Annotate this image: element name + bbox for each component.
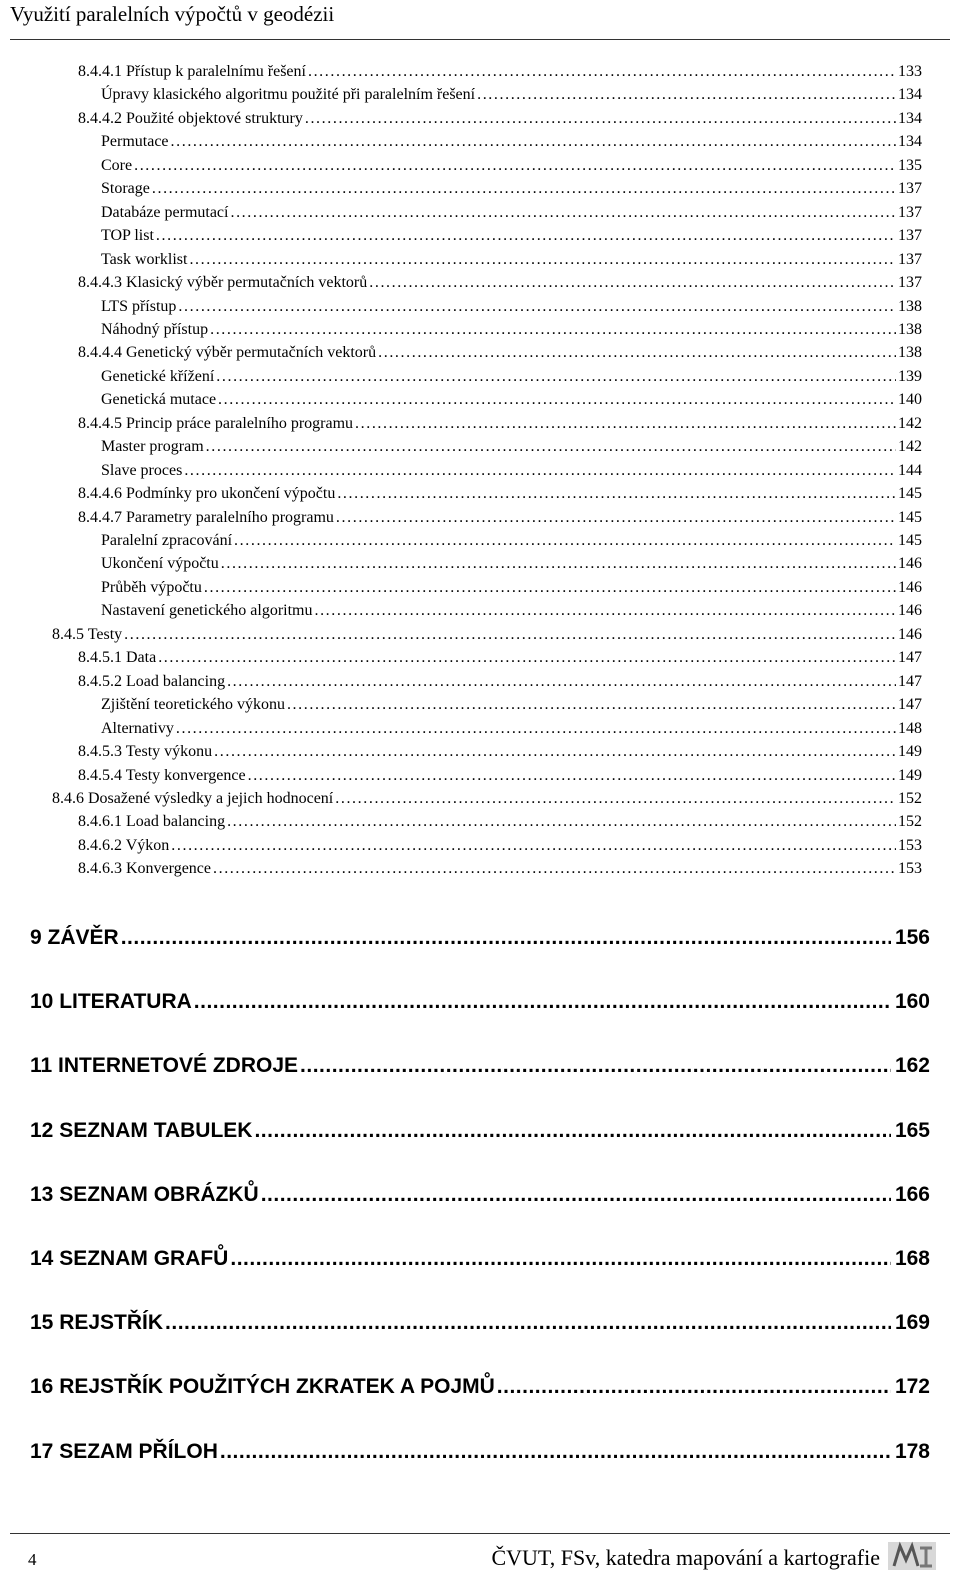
toc-entry-page: 153 xyxy=(898,860,922,878)
chapter-entry[interactable] xyxy=(30,1245,930,1273)
dot-leader xyxy=(156,226,896,246)
toc-entry-page: 153 xyxy=(898,836,922,854)
toc-entry-title: 8.4.6 Dosažené výsledky a jejich hodnocení xyxy=(52,789,334,807)
toc-entry-page: 145 xyxy=(898,508,922,526)
page-header xyxy=(0,0,960,42)
chapter-title: 17 SEZAM PŘÍLOH xyxy=(30,1439,218,1463)
dot-leader xyxy=(124,625,896,645)
toc-entry-title: 8.4.5.1 Data xyxy=(78,649,157,667)
dot-leader xyxy=(134,156,896,176)
chapter-page: 162 xyxy=(894,1054,930,1078)
dot-leader xyxy=(287,695,896,715)
toc-entry-page: 140 xyxy=(898,391,922,409)
toc-entry[interactable] xyxy=(101,437,922,457)
toc-entry-page: 146 xyxy=(898,555,922,573)
toc-entry[interactable] xyxy=(101,320,922,340)
dot-leader xyxy=(165,1309,891,1337)
toc-entry-page: 134 xyxy=(898,109,922,127)
dot-leader xyxy=(121,924,891,952)
toc-entry-page: 142 xyxy=(898,438,922,456)
chapter-page: 172 xyxy=(894,1375,930,1399)
dot-leader xyxy=(176,719,896,739)
toc-entry[interactable] xyxy=(78,109,922,129)
chapter-title: 11 INTERNETOVÉ ZDROJE xyxy=(30,1054,299,1078)
chapter-entry[interactable] xyxy=(30,988,930,1016)
toc-entry-title: Nastavení genetického algoritmu xyxy=(101,602,313,620)
faculty-logo-icon xyxy=(886,1538,938,1574)
chapter-page: 160 xyxy=(894,990,930,1014)
chapter-title: 9 ZÁVĚR xyxy=(30,926,119,949)
dot-leader xyxy=(220,1438,891,1466)
chapter-entry[interactable] xyxy=(30,1052,930,1080)
toc-entry-title: Genetické křížení xyxy=(101,367,215,385)
dot-leader xyxy=(305,109,896,129)
toc-entry-page: 142 xyxy=(898,414,922,432)
toc-entry-page: 147 xyxy=(898,649,922,667)
toc-entry-title: 8.4.5 Testy xyxy=(52,625,123,643)
toc-entry-page: 147 xyxy=(898,696,922,714)
toc-entry-title: Úpravy klasického algoritmu použité při paralelním řešení xyxy=(101,86,476,104)
toc-entry[interactable] xyxy=(101,461,922,481)
dot-leader xyxy=(213,859,896,879)
chapter-title: 15 REJSTŘÍK xyxy=(30,1311,164,1335)
toc-entry[interactable] xyxy=(78,648,922,668)
footer-rule xyxy=(10,1533,950,1534)
dot-leader xyxy=(308,62,896,82)
chapter-page: 156 xyxy=(894,926,930,949)
chapter-page: 178 xyxy=(894,1439,930,1463)
toc-entry[interactable] xyxy=(78,62,922,82)
toc-entry-page: 144 xyxy=(898,461,922,479)
toc-entry[interactable] xyxy=(78,672,922,692)
toc-entry-title: Genetická mutace xyxy=(101,391,217,409)
chapter-title: 10 LITERATURA xyxy=(30,990,192,1014)
dot-leader xyxy=(254,1117,890,1145)
toc-entry-page: 152 xyxy=(898,789,922,807)
toc-entry-page: 146 xyxy=(898,578,922,596)
dot-leader xyxy=(355,414,896,434)
toc-entry-title: Task worklist xyxy=(101,250,188,268)
dot-leader xyxy=(497,1373,891,1401)
toc-entry-title: Paralelní zpracování xyxy=(101,532,233,549)
chapter-page: 168 xyxy=(894,1247,930,1270)
dot-leader xyxy=(218,390,896,410)
toc-entry-title: Databáze permutací xyxy=(101,203,229,221)
toc-entry-title: Zjištění teoretického výkonu xyxy=(101,696,285,714)
toc-entry-title: 8.4.4.4 Genetický výběr permutačních vektorů xyxy=(78,344,377,362)
header-rule xyxy=(10,39,950,40)
toc-entry-title: Storage xyxy=(101,180,150,198)
toc-entry-title: 8.4.6.1 Load balancing xyxy=(78,813,226,831)
toc-entry[interactable] xyxy=(52,789,922,809)
dot-leader xyxy=(216,367,896,387)
toc-entry[interactable] xyxy=(78,414,922,434)
dot-leader xyxy=(184,461,896,481)
toc-entry-title: 8.4.5.2 Load balancing xyxy=(78,672,226,690)
dot-leader xyxy=(194,988,891,1016)
dot-leader xyxy=(221,554,896,574)
dot-leader xyxy=(336,508,896,528)
toc-entry-page: 149 xyxy=(898,743,922,761)
toc-entry[interactable] xyxy=(101,226,922,246)
dot-leader xyxy=(227,812,896,832)
toc-entry-page: 145 xyxy=(898,485,922,503)
toc-entry[interactable] xyxy=(101,531,922,551)
toc-entry-title: TOP list xyxy=(101,227,154,245)
toc-entry-page: 149 xyxy=(898,766,922,784)
toc-entry-page: 133 xyxy=(898,63,922,80)
toc-entry[interactable] xyxy=(101,578,922,598)
chapter-entry[interactable] xyxy=(30,1117,930,1145)
toc-entry-page: 152 xyxy=(898,813,922,831)
toc-entry[interactable] xyxy=(101,601,922,621)
dot-leader xyxy=(477,85,896,105)
dot-leader xyxy=(178,297,896,317)
toc-entry-page: 146 xyxy=(898,625,922,643)
toc-entry-title: 8.4.6.2 Výkon xyxy=(78,836,170,854)
toc-entry-title: Průběh výpočtu xyxy=(101,578,202,596)
toc-entry[interactable] xyxy=(101,179,922,199)
dot-leader xyxy=(369,273,896,293)
chapter-title: 13 SEZNAM OBRÁZKŮ xyxy=(30,1182,259,1206)
dot-leader xyxy=(152,179,896,199)
toc-entry-page: 148 xyxy=(898,719,922,737)
chapter-title: 16 REJSTŘÍK POUŽITÝCH ZKRATEK A POJMŮ xyxy=(30,1375,495,1399)
chapter-page: 169 xyxy=(894,1311,930,1335)
toc-entry-title: 8.4.5.4 Testy konvergence xyxy=(78,766,246,784)
toc-entry-title: Alternativy xyxy=(101,719,174,737)
dot-leader xyxy=(227,672,896,692)
toc-entry-title: 8.4.5.3 Testy výkonu xyxy=(78,743,213,761)
toc-entry-title: Slave proces xyxy=(101,461,183,479)
toc-entry[interactable] xyxy=(78,273,922,293)
chapter-title: 12 SEZNAM TABULEK xyxy=(30,1118,253,1142)
toc-entry-title: LTS přístup xyxy=(101,297,177,315)
toc-entry-title: 8.4.4.7 Parametry paralelního programu xyxy=(78,508,334,526)
toc-entry-title: 8.4.4.6 Podmínky pro ukončení výpočtu xyxy=(78,485,336,503)
toc-entry-title: Master program xyxy=(101,438,204,456)
dot-leader xyxy=(335,789,896,809)
chapter-entry[interactable] xyxy=(30,1309,930,1337)
dot-leader xyxy=(204,578,896,598)
toc-entry-page: 137 xyxy=(898,203,922,221)
dot-leader xyxy=(171,836,896,856)
dot-leader xyxy=(171,132,896,152)
running-header-title: Využití paralelních výpočtů v geodézii xyxy=(10,2,335,26)
toc-entry-page: 146 xyxy=(898,602,922,620)
toc-entry-page: 134 xyxy=(898,86,922,104)
toc-entry-title: Core xyxy=(101,156,133,174)
toc-entry[interactable] xyxy=(101,203,922,223)
dot-leader xyxy=(248,766,896,786)
dot-leader xyxy=(314,601,896,621)
toc-entry[interactable] xyxy=(78,508,922,528)
dot-leader xyxy=(206,437,896,457)
dot-leader xyxy=(214,742,896,762)
footer-organization: ČVUT, FSv, katedra mapování a kartografie xyxy=(491,1545,880,1570)
toc-entry[interactable] xyxy=(101,85,922,105)
toc-entry[interactable] xyxy=(101,390,922,410)
dot-leader xyxy=(234,531,896,551)
toc-entry-title: 8.4.6.3 Konvergence xyxy=(78,860,211,878)
toc-entry-page: 137 xyxy=(898,180,922,198)
toc-entry-page: 147 xyxy=(898,672,922,690)
toc-entry[interactable] xyxy=(101,250,922,270)
toc-entry[interactable] xyxy=(101,554,922,574)
toc-entry-title: 8.4.4.3 Klasický výběr permutačních vektorů xyxy=(78,274,368,292)
chapter-entry[interactable] xyxy=(30,924,930,952)
toc-entry-page: 138 xyxy=(898,344,922,362)
toc-entry[interactable] xyxy=(78,766,922,786)
dot-leader xyxy=(210,320,896,340)
toc-entry-title: Ukončení výpočtu xyxy=(101,555,219,573)
toc-entry-title: 8.4.4.2 Použité objektové struktury xyxy=(78,109,303,127)
toc-entry[interactable] xyxy=(78,812,922,832)
toc-entry[interactable] xyxy=(101,695,922,715)
chapter-title: 14 SEZNAM GRAFŮ xyxy=(30,1247,229,1270)
chapter-page: 166 xyxy=(894,1182,930,1206)
toc-entry-page: 134 xyxy=(898,133,922,151)
toc-entry[interactable] xyxy=(78,836,922,856)
toc-entry-page: 137 xyxy=(898,274,922,292)
toc-entry[interactable] xyxy=(52,625,922,645)
toc-entry-page: 138 xyxy=(898,297,922,315)
toc-entry[interactable] xyxy=(78,859,922,879)
dot-leader xyxy=(158,648,896,668)
toc-entry-page: 135 xyxy=(898,156,922,174)
toc-entry-title: 8.4.4.5 Princip práce paralelního programu xyxy=(78,414,354,432)
toc-entry[interactable] xyxy=(101,719,922,739)
toc-entry-page: 137 xyxy=(898,250,922,268)
dot-leader xyxy=(261,1181,891,1209)
toc-entry[interactable] xyxy=(78,343,922,363)
dot-leader xyxy=(189,250,896,270)
toc-entry[interactable] xyxy=(78,484,922,504)
toc-entry-page: 138 xyxy=(898,320,922,338)
chapter-entry[interactable] xyxy=(30,1438,930,1466)
dot-leader xyxy=(230,203,896,223)
dot-leader xyxy=(230,1245,891,1273)
chapter-entry[interactable] xyxy=(30,1181,930,1209)
toc-entry-page: 139 xyxy=(898,367,922,385)
toc-entry[interactable] xyxy=(101,367,922,387)
toc-entry[interactable] xyxy=(78,742,922,762)
toc-entry-title: Permutace xyxy=(101,133,169,151)
toc-entry[interactable] xyxy=(101,297,922,317)
toc-entry-title: 8.4.4.1 Přístup k paralelnímu řešení xyxy=(78,63,306,80)
footer-page-number: 4 xyxy=(28,1550,37,1569)
chapter-page: 165 xyxy=(894,1118,930,1142)
toc-entry[interactable] xyxy=(101,132,922,152)
toc-entry[interactable] xyxy=(101,156,922,176)
dot-leader xyxy=(378,343,896,363)
dot-leader xyxy=(300,1052,891,1080)
toc-entry-title: Náhodný přístup xyxy=(101,320,209,338)
toc-entry-page: 145 xyxy=(898,532,922,549)
dot-leader xyxy=(337,484,896,504)
toc-entry-page: 137 xyxy=(898,227,922,245)
chapter-entry[interactable] xyxy=(30,1373,930,1401)
